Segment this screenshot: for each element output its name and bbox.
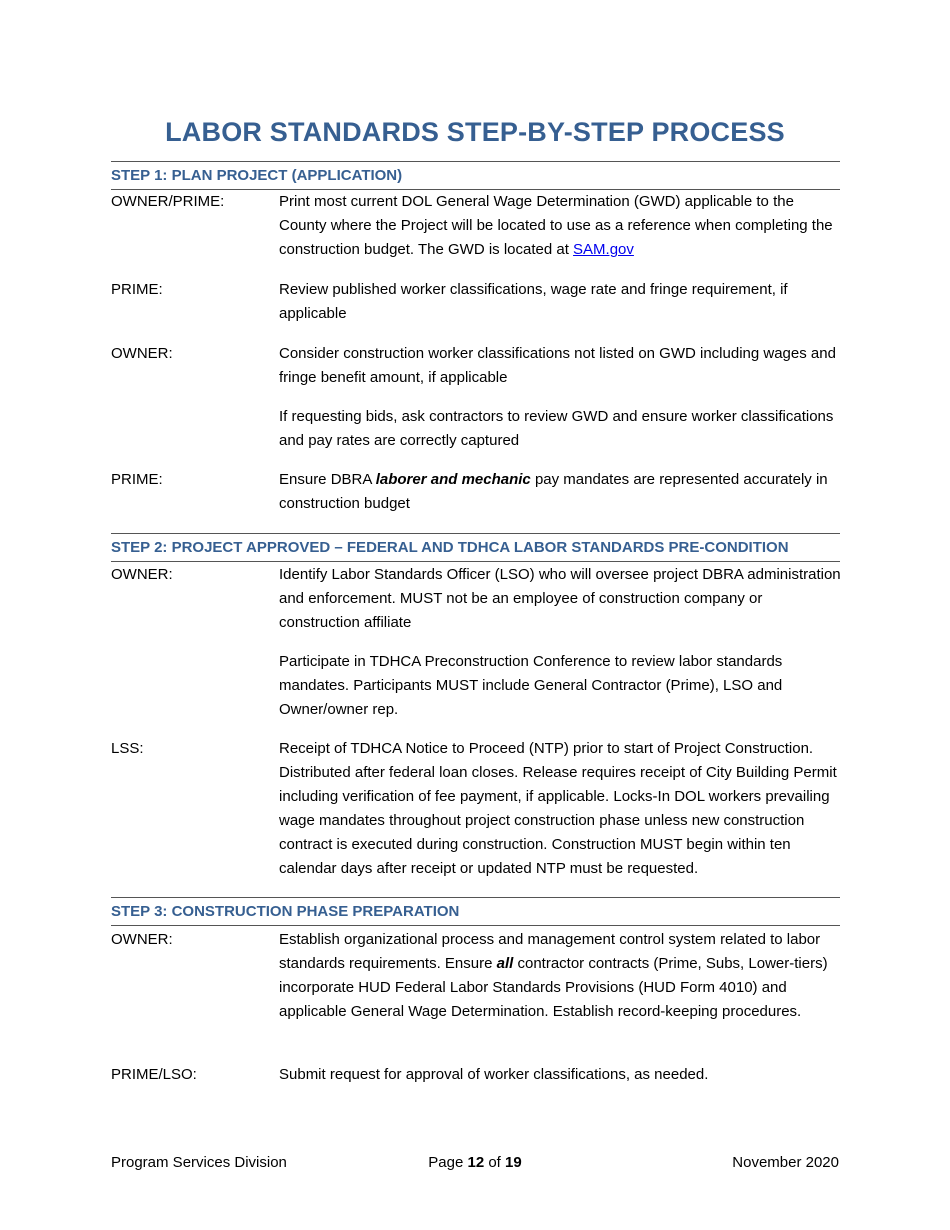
step-1-heading: STEP 1: PLAN PROJECT (APPLICATION): [111, 161, 840, 190]
role-label: OWNER:: [111, 345, 173, 362]
role-label: PRIME/LSO:: [111, 1066, 197, 1083]
row-description: Review published worker classifications, wage rate and fringe requirement, if applicable: [279, 281, 788, 322]
row-description: Participate in TDHCA Preconstruction Conference to review labor standards mandates. Participants MUST include General Contractor (Prime), LSO and Owner/owner rep.: [279, 653, 783, 718]
row-description: Consider construction worker classifications not listed on GWD including wages and fringe benefit amount, if applicable: [279, 345, 836, 386]
page-total: 19: [505, 1154, 522, 1171]
row-description: [279, 468, 841, 516]
role-label: LSS:: [111, 740, 144, 757]
row-text: Establish organizational process and management control system related to labor standards requirements. Ensure: [279, 931, 821, 972]
row-text: Print most current DOL General Wage Determination (GWD) applicable to the County where the Project will be located to use as a reference when completing the construction budget. The GWD is located at: [279, 193, 833, 258]
row-description: [279, 190, 841, 262]
row-description: Identify Labor Standards Officer (LSO) who will oversee project DBRA administration and enforcement. MUST not be an employee of construction company or construction affiliate: [279, 566, 841, 631]
role-label: OWNER:: [111, 931, 173, 948]
emphasis-text: all: [496, 955, 514, 972]
row-description: If requesting bids, ask contractors to review GWD and ensure worker classifications and pay rates are correctly captured: [279, 408, 834, 449]
page-current: 12: [467, 1154, 485, 1171]
row-description: Receipt of TDHCA Notice to Proceed (NTP) prior to start of Project Construction. Distributed after federal loan closes. Release requires receipt of City Building Permit including verification of fee payment, if applicable. Locks-In DOL workers prevailing wage mandates throughout project construction phase unless new construction contract is executed during construction. Construction MUST begin within ten calendar days after receipt or updated NTP must be requested.: [279, 740, 837, 877]
row-description: Submit request for approval of worker classifications, as needed.: [279, 1066, 709, 1083]
row-description: [279, 928, 841, 1024]
row-text: pay mandates are represented accurately in construction budget: [279, 471, 828, 512]
role-label: OWNER:: [111, 566, 173, 583]
footer-date: November 2020: [732, 1154, 839, 1171]
role-label: OWNER/PRIME:: [111, 193, 225, 210]
emphasis-text: laborer and mechanic: [375, 471, 531, 488]
page-prefix: Page: [428, 1154, 468, 1171]
page-of: of: [484, 1154, 506, 1171]
sam-gov-link[interactable]: SAM.gov: [573, 241, 634, 258]
row-text: Ensure DBRA: [279, 471, 376, 488]
step-2-heading: STEP 2: PROJECT APPROVED – FEDERAL AND TDHCA LABOR STANDARDS PRE-CONDITION: [111, 533, 840, 562]
page-title: LABOR STANDARDS STEP-BY-STEP PROCESS: [165, 117, 785, 147]
role-label: PRIME:: [111, 281, 163, 298]
footer-division: Program Services Division: [111, 1154, 287, 1171]
row-text: contractor contracts (Prime, Subs, Lower-tiers) incorporate HUD Federal Labor Standards Provisions (HUD Form 4010) and applicable General Wage Determination. Establish record-keeping procedures.: [279, 955, 828, 1020]
step-3-heading: STEP 3: CONSTRUCTION PHASE PREPARATION: [111, 897, 840, 926]
role-label: PRIME:: [111, 471, 163, 488]
